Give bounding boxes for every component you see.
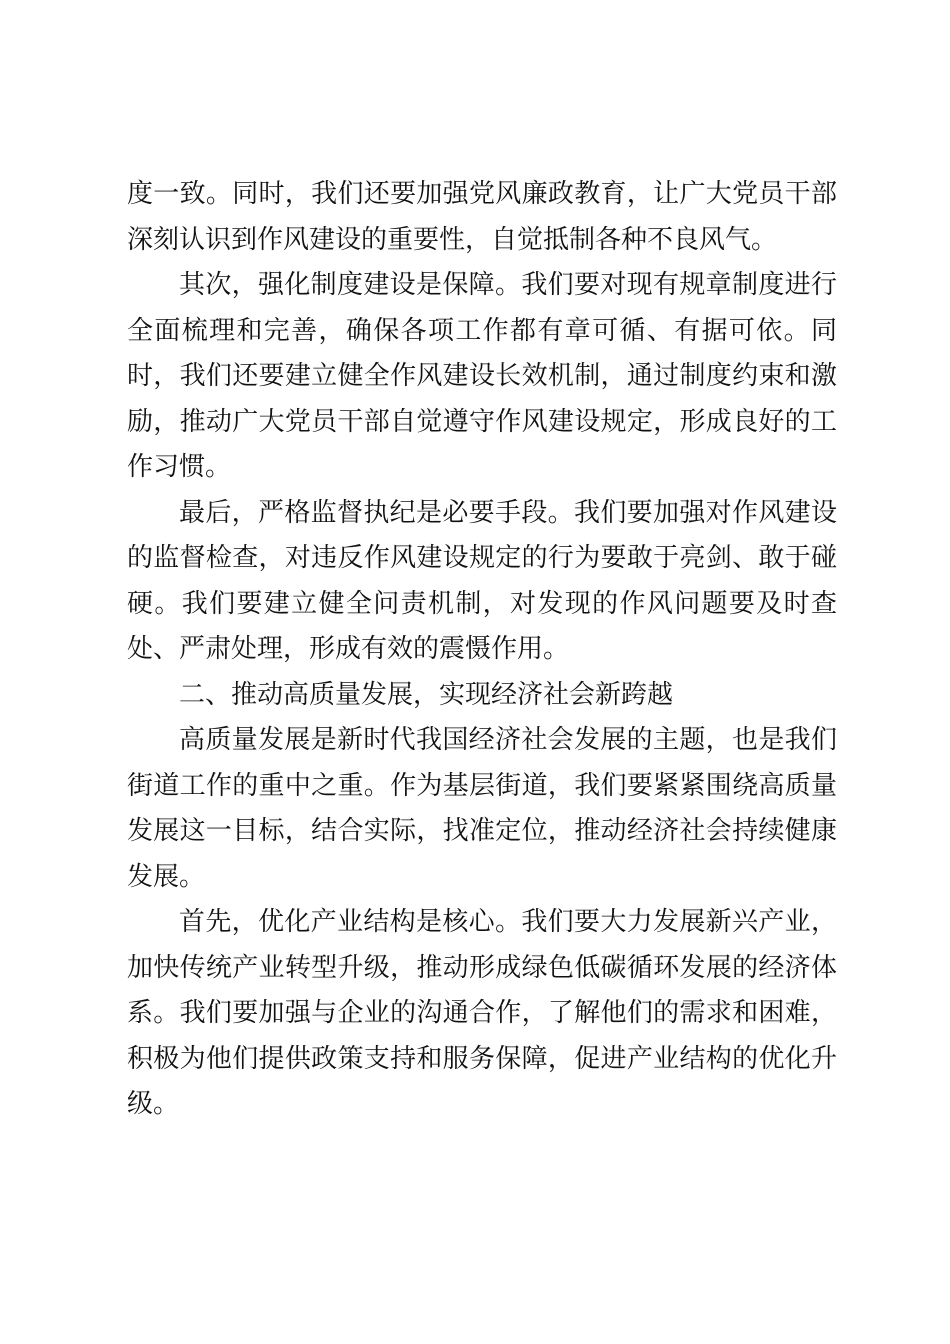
text-line: 硬。我们要建立健全问责机制，对发现的作风问题要及时查 bbox=[127, 588, 837, 619]
body-text bbox=[127, 172, 837, 1128]
text-line: 作习惯。 bbox=[127, 452, 232, 482]
text-line: 的监督检查，对违反作风建设规定的行为要敢于亮剑、敢于碰 bbox=[127, 543, 837, 573]
paragraph-first-line: 首先，优化产业结构是核心。我们要大力发展新兴产业， bbox=[179, 907, 837, 937]
text-line: 积极为他们提供政策支持和服务保障，促进产业结构的优化升 bbox=[127, 1043, 837, 1074]
text-line: 加快传统产业转型升级，推动形成绿色低碳循环发展的经济体 bbox=[127, 952, 837, 983]
text-line: 励，推动广大党员干部自觉遵守作风建设规定，形成良好的工 bbox=[127, 406, 837, 437]
text-line: 系。我们要加强与企业的沟通合作，了解他们的需求和困难， bbox=[127, 998, 837, 1028]
text-line: 街道工作的重中之重。作为基层街道，我们要紧紧围绕高质量 bbox=[127, 770, 837, 801]
text-line: 度一致。同时，我们还要加强党风廉政教育，让广大党员干部 bbox=[127, 179, 837, 209]
section-heading: 二、推动高质量发展，实现经济社会新跨越 bbox=[179, 679, 674, 710]
paragraph-first-line: 高质量发展是新时代我国经济社会发展的主题，也是我们 bbox=[179, 725, 837, 755]
text-line: 全面梳理和完善，确保各项工作都有章可循、有据可依。同 bbox=[127, 315, 837, 346]
text-line: 深刻认识到作风建设的重要性，自觉抵制各种不良风气。 bbox=[127, 224, 778, 255]
paragraph-first-line: 其次，强化制度建设是保障。我们要对现有规章制度进行 bbox=[179, 270, 837, 300]
text-line: 级。 bbox=[127, 1089, 180, 1119]
text-line: 发展。 bbox=[127, 861, 206, 892]
text-line: 发展这一目标，结合实际，找准定位，推动经济社会持续健康 bbox=[127, 816, 837, 846]
text-line: 时，我们还要建立健全作风建设长效机制，通过制度约束和激 bbox=[127, 361, 837, 391]
paragraph-first-line: 最后，严格监督执纪是必要手段。我们要加强对作风建设 bbox=[179, 497, 837, 528]
text-line: 处、严肃处理，形成有效的震慑作用。 bbox=[127, 634, 570, 664]
